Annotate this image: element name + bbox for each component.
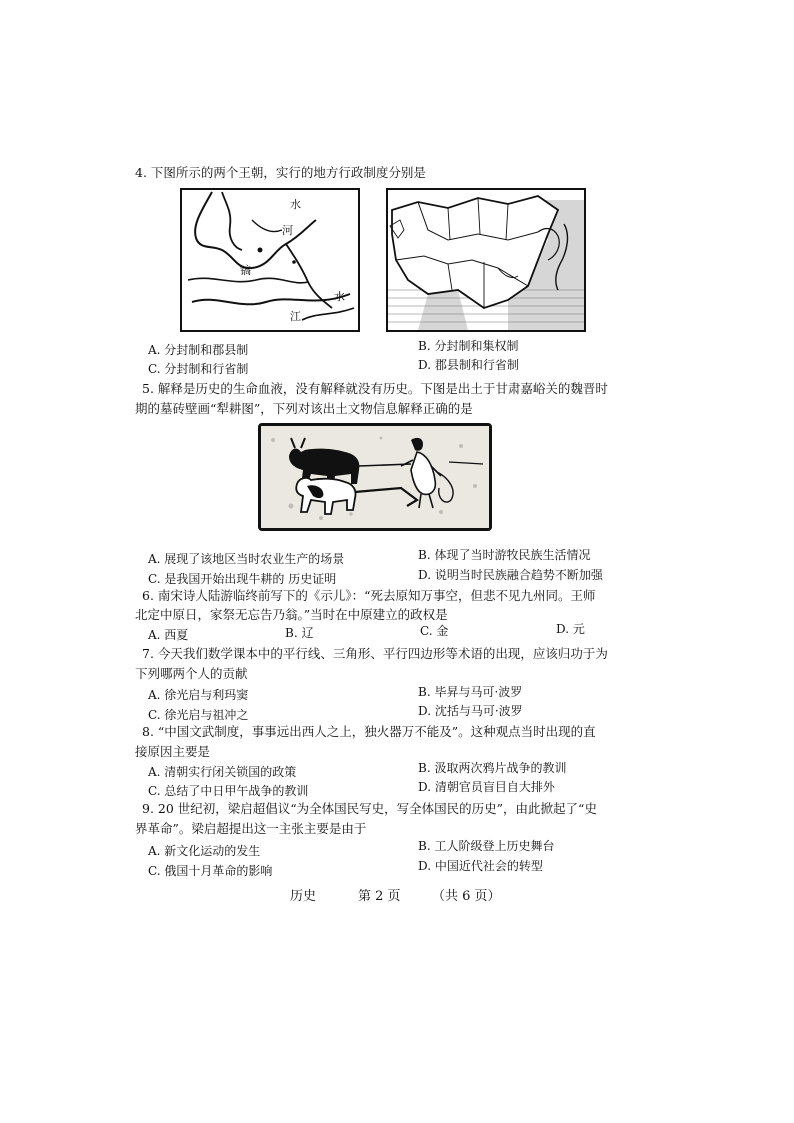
q8-option-d: D. 清朝官员盲目自大排外 xyxy=(418,780,555,794)
map-yuan xyxy=(386,188,586,332)
q8-option-c: C. 总结了中日甲午战争的教训 xyxy=(148,784,309,798)
q4-option-c: C. 分封制和行省制 xyxy=(148,362,249,376)
q4-option-a: A. 分封制和郡县制 xyxy=(148,343,249,357)
q9-option-c: C. 俄国十月革命的影响 xyxy=(148,864,273,878)
q5-option-c: C. 是我国开始出现牛耕的 历史证明 xyxy=(148,572,337,586)
q7-stem-line2: 下列哪两个人的贡献 xyxy=(135,666,248,681)
q5-stem-line1: 5. 解释是历史的生命血液，没有解释就没有历史。下图是出土于甘肃嘉峪关的魏晋时 xyxy=(142,381,608,396)
q7-option-b: B. 毕昇与马可·波罗 xyxy=(418,685,523,699)
q6-stem-line1: 6. 南宋诗人陆游临终前写下的《示儿》：“死去原知万事空，但悲不见九州同。王师 xyxy=(142,588,596,603)
q9-stem-line2: 界革命”。梁启超提出这一主张主要是由于 xyxy=(135,821,367,836)
q8-stem-line1: 8. “中国文武制度，事事远出西人之上，独火器万不能及”。这种观点当时出现的直 xyxy=(142,724,596,739)
q8-option-a: A. 清朝实行闭关锁国的政策 xyxy=(148,765,297,779)
map-zhou-drawing xyxy=(182,190,358,330)
map-zhou xyxy=(180,188,360,332)
q8-stem-line2: 接原因主要是 xyxy=(135,744,211,759)
q7-option-a: A. 徐光启与利玛窦 xyxy=(148,688,249,702)
q9-option-b: B. 工人阶级登上历史舞台 xyxy=(418,839,555,853)
q6-stem-line2: 北定中原日，家祭无忘告乃翁。”当时在中原建立的政权是 xyxy=(135,607,448,622)
q6-option-d: D. 元 xyxy=(556,622,585,636)
q5-option-a: A. 展现了该地区当时农业生产的场景 xyxy=(148,552,345,566)
q5-option-b: B. 体现了当时游牧民族生活情况 xyxy=(418,548,591,562)
ploughing-mural-drawing xyxy=(261,426,489,528)
footer-page-total: （共 6 页） xyxy=(432,889,501,904)
ploughing-mural xyxy=(258,423,492,531)
q9-option-d: D. 中国近代社会的转型 xyxy=(418,859,543,873)
map-zhou-label-hao: 镐 xyxy=(240,264,251,277)
q4-option-d: D. 郡县制和行省制 xyxy=(418,358,519,372)
q4-option-b: B. 分封制和集权制 xyxy=(418,339,519,353)
map-zhou-label-jiang: 江 xyxy=(290,310,301,323)
q9-option-a: A. 新文化运动的发生 xyxy=(148,844,261,858)
q9-stem-line1: 9. 20 世纪初，梁启超倡议“为全体国民写史，写全体国民的历史”，由此掀起了“史 xyxy=(142,801,597,816)
q4-stem: 4. 下图所示的两个王朝，实行的地方行政制度分别是 xyxy=(135,165,426,180)
q6-option-c: C. 金 xyxy=(420,624,449,638)
q6-option-b: B. 辽 xyxy=(285,626,314,640)
map-zhou-label-shui2: 水 xyxy=(334,290,345,303)
q5-option-d: D. 说明当时民族融合趋势不断加强 xyxy=(418,568,603,582)
footer-page-number: 第 2 页 xyxy=(358,889,401,904)
q7-option-c: C. 徐光启与祖冲之 xyxy=(148,708,249,722)
q6-option-a: A. 西夏 xyxy=(148,628,189,642)
map-yuan-drawing xyxy=(388,190,584,330)
map-zhou-label-shui: 水 xyxy=(290,198,301,211)
footer-subject: 历史 xyxy=(290,889,317,904)
q8-option-b: B. 汲取两次鸦片战争的教训 xyxy=(418,761,567,775)
map-zhou-label-he: 河 xyxy=(282,224,293,237)
q5-stem-line2: 期的墓砖壁画“犁耕图”，下列对该出土文物信息解释正确的是 xyxy=(135,401,473,416)
q7-option-d: D. 沈括与马可·波罗 xyxy=(418,704,523,718)
q7-stem-line1: 7. 今天我们数学课本中的平行线、三角形、平行四边形等术语的出现，应该归功于为 xyxy=(142,646,608,661)
